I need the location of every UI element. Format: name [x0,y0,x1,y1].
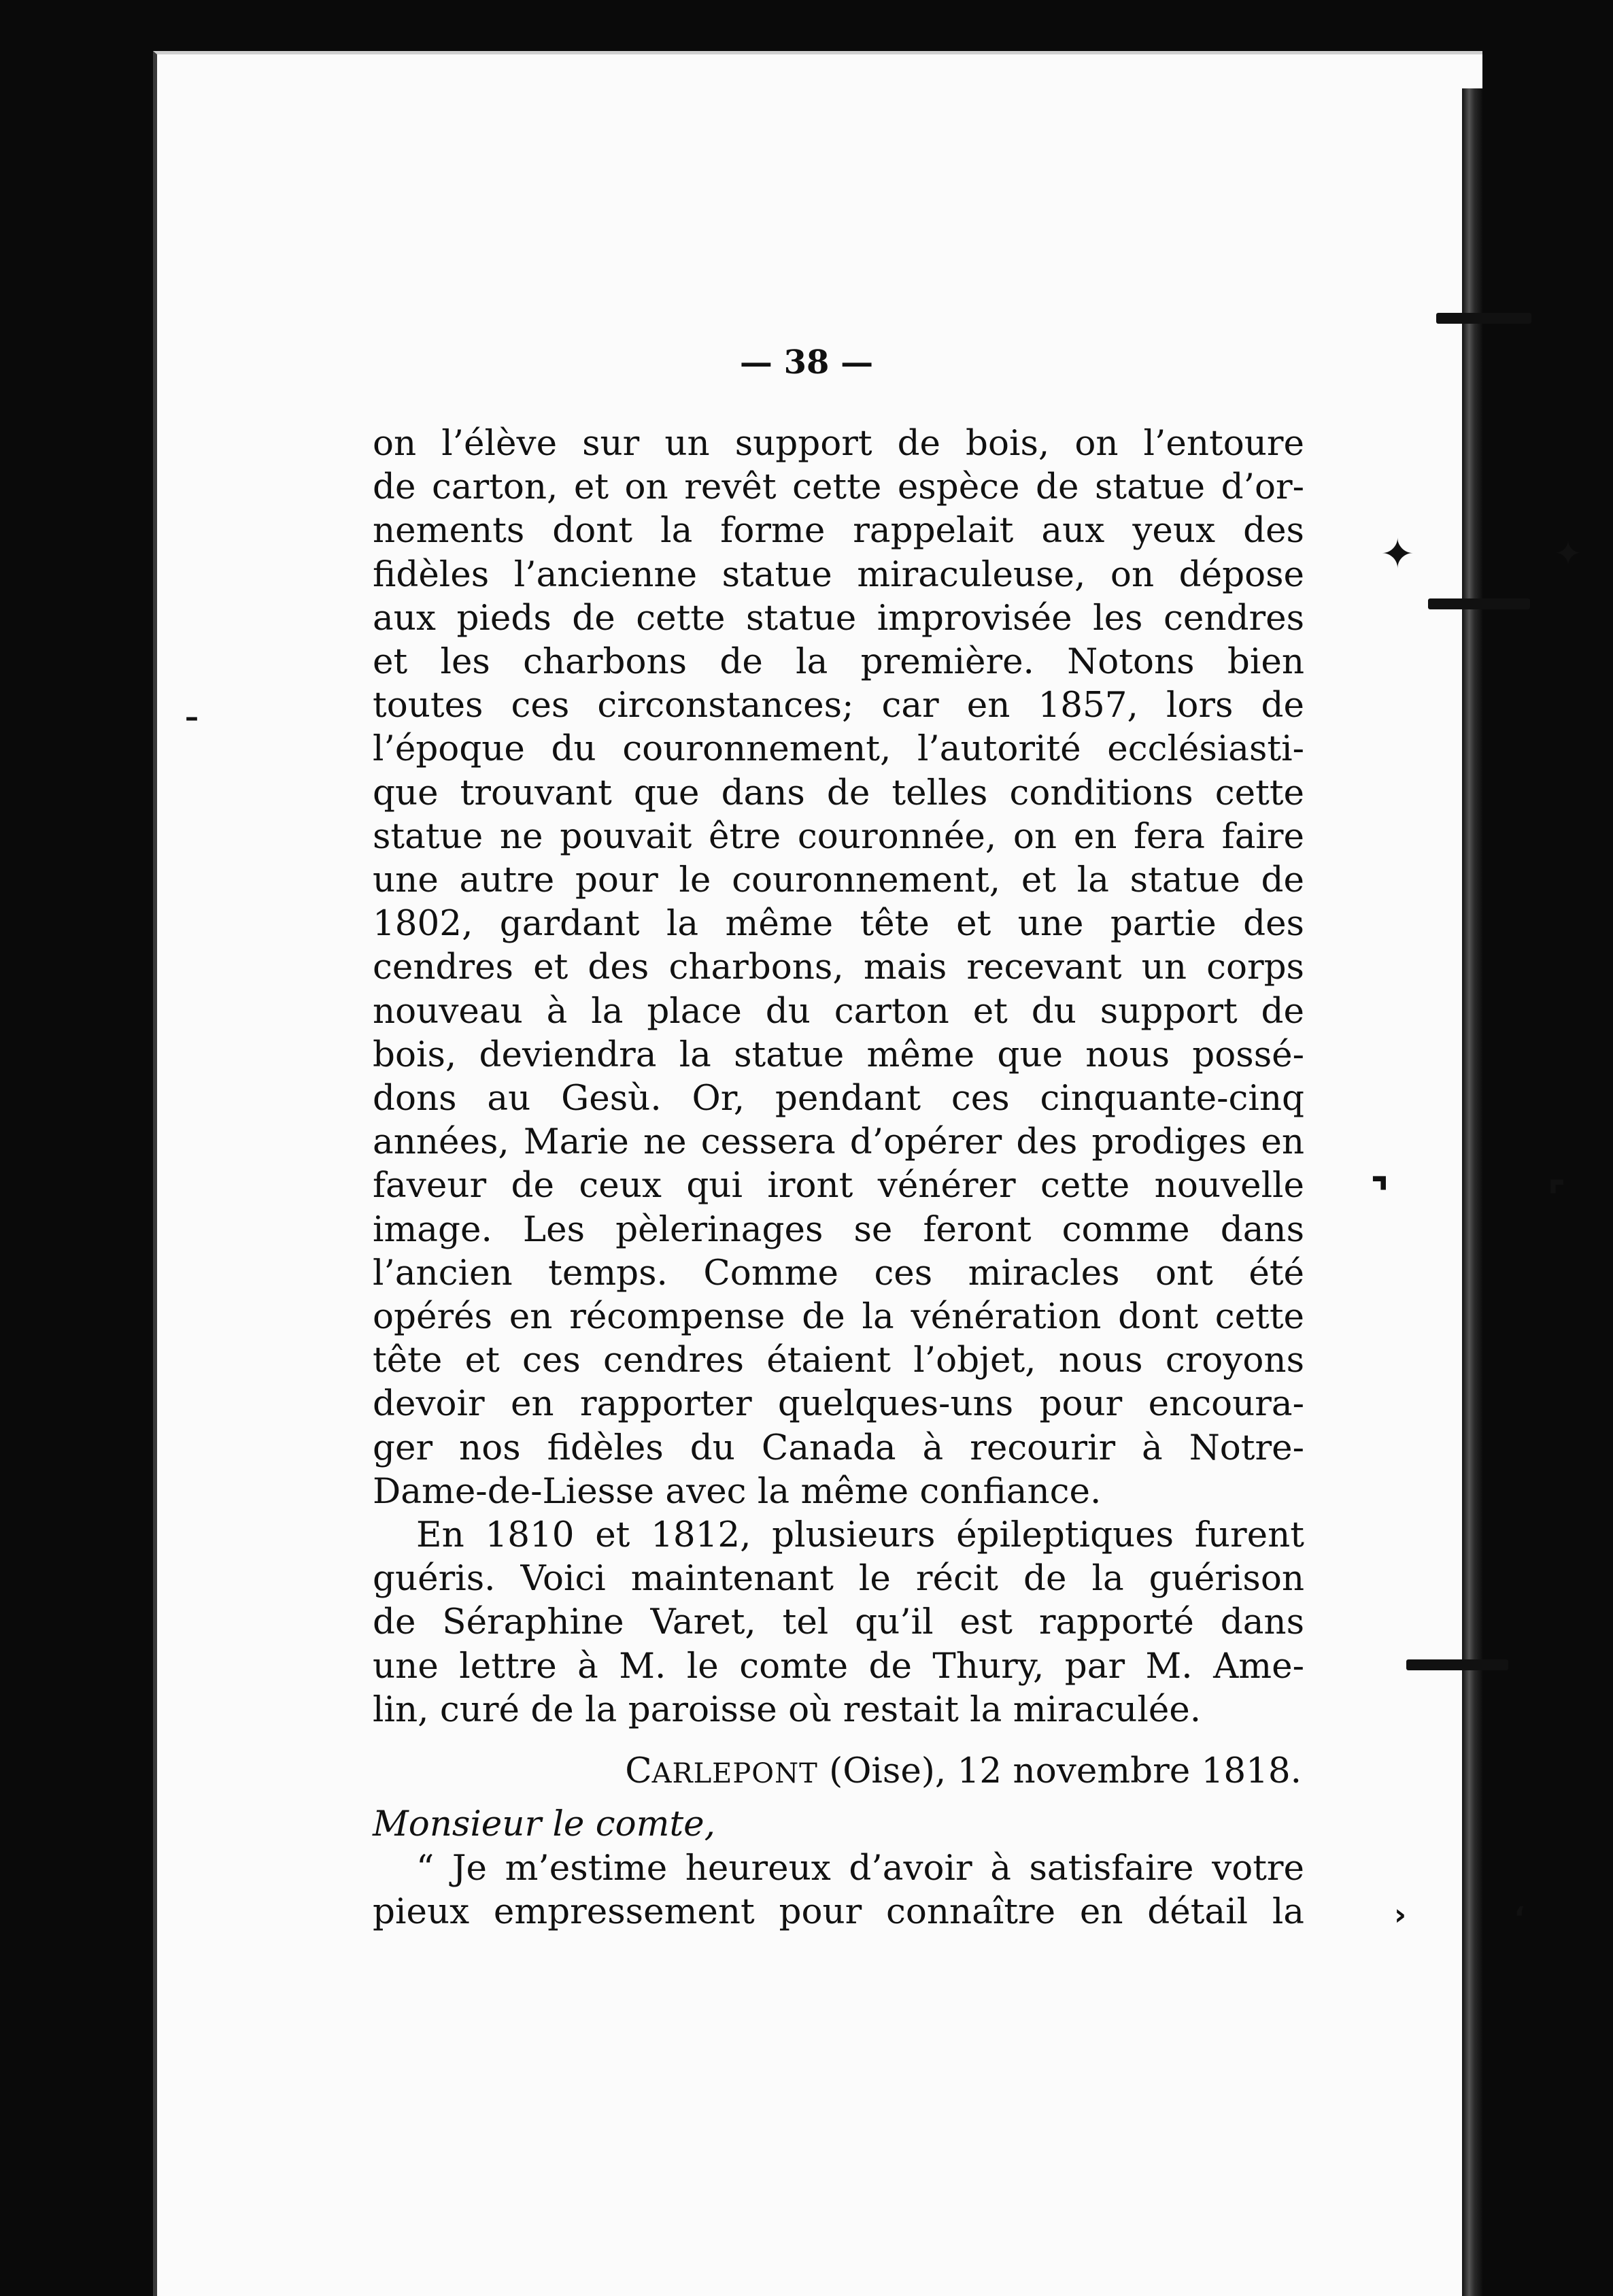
text-line: En 1810 et 1812, plusieurs épileptiques furent [416,1515,1304,1556]
text-line: nouveau à la place du carton et du support de [373,990,1304,1032]
text-line: Dame-de-Liesse avec la même confiance. [373,1470,1102,1512]
text-line: toutes ces circonstances; car en 1857, lors de [373,685,1304,726]
text-line: guéris. Voici maintenant le récit de la guérison [373,1558,1304,1600]
place-initial: C [625,1751,652,1792]
margin-mark-icon: ✦ [1380,530,1415,578]
binding-stitch [1428,598,1530,609]
text-line: image. Les pèlerinages se feront comme dans [373,1209,1304,1250]
text-line: bois, deviendra la statue même que nous possé- [373,1034,1304,1075]
margin-dash-icon: – [185,702,199,733]
margin-mark-icon: › [1394,1897,1407,1932]
margin-mark-icon: ⌜ [1547,1173,1567,1221]
margin-mark-icon: ⌝ [1370,1170,1390,1217]
page-text [373,422,1304,1934]
text-line: fidèles l’ancienne statue miraculeuse, on dépose [373,554,1304,595]
text-line: tête et ces cendres étaient l’objet, nous croyons [373,1340,1304,1381]
book-binding-edge [1462,88,1482,2296]
text-line: une lettre à M. le comte de Thury, par M. Ame- [373,1645,1304,1687]
text-line: pieux empressement pour connaître en détail la [373,1891,1304,1932]
text-line: de carton, et on revêt cette espèce de statue d’or- [373,467,1304,508]
page-number: — 38 — [739,343,874,382]
place-name: ARLEPONT [651,1758,818,1790]
margin-mark-icon: ✦ [1554,534,1582,573]
binding-stitch [1436,313,1531,324]
text-line: nements dont la forme rappelait aux yeux des [373,510,1304,552]
text-line: on l’élève sur un support de bois, on l’entoure [373,423,1304,464]
text-line: statue ne pouvait être couronnée, on en fera faire [373,815,1304,857]
text-line: dons au Gesù. Or, pendant ces cinquante-cinq [373,1078,1304,1119]
text-line: une autre pour le couronnement, et la statue de [373,860,1304,901]
text-line: ger nos fidèles du Canada à recourir à Notre- [373,1427,1304,1468]
letter-salutation: Monsieur le comte, [373,1804,715,1845]
margin-mark-icon: ‘ [1514,1901,1525,1936]
letter-dateline [373,1749,1304,1795]
binding-stitch [1406,1659,1508,1670]
place-date: (Oise), 12 novembre 1818. [817,1751,1302,1792]
text-line: 1802, gardant la même tête et une partie des [373,903,1304,945]
text-line: “ Je m’estime heureux d’avoir à satisfaire votre [416,1847,1304,1889]
text-line: devoir en rapporter quelques-uns pour encoura- [373,1383,1304,1425]
text-line: années, Marie ne cessera d’opérer des prodiges en [373,1121,1304,1163]
text-line: opérés en récompense de la vénération dont cette [373,1296,1304,1338]
text-line: de Séraphine Varet, tel qu’il est rapporté dans [373,1602,1304,1643]
text-line: que trouvant que dans de telles conditions cette [373,772,1304,813]
text-line: l’ancien temps. Comme ces miracles ont été [373,1252,1304,1294]
text-line: lin, curé de la paroisse où restait la miraculée. [373,1689,1202,1730]
text-line: et les charbons de la première. Notons bien [373,641,1304,683]
text-line: l’époque du couronnement, l’autorité ecclésiasti- [373,728,1304,770]
text-line: cendres et des charbons, mais recevant un corps [373,947,1304,988]
text-line: aux pieds de cette statue improvisée les cendres [373,597,1304,639]
text-line: faveur de ceux qui iront vénérer cette nouvelle [373,1165,1304,1206]
